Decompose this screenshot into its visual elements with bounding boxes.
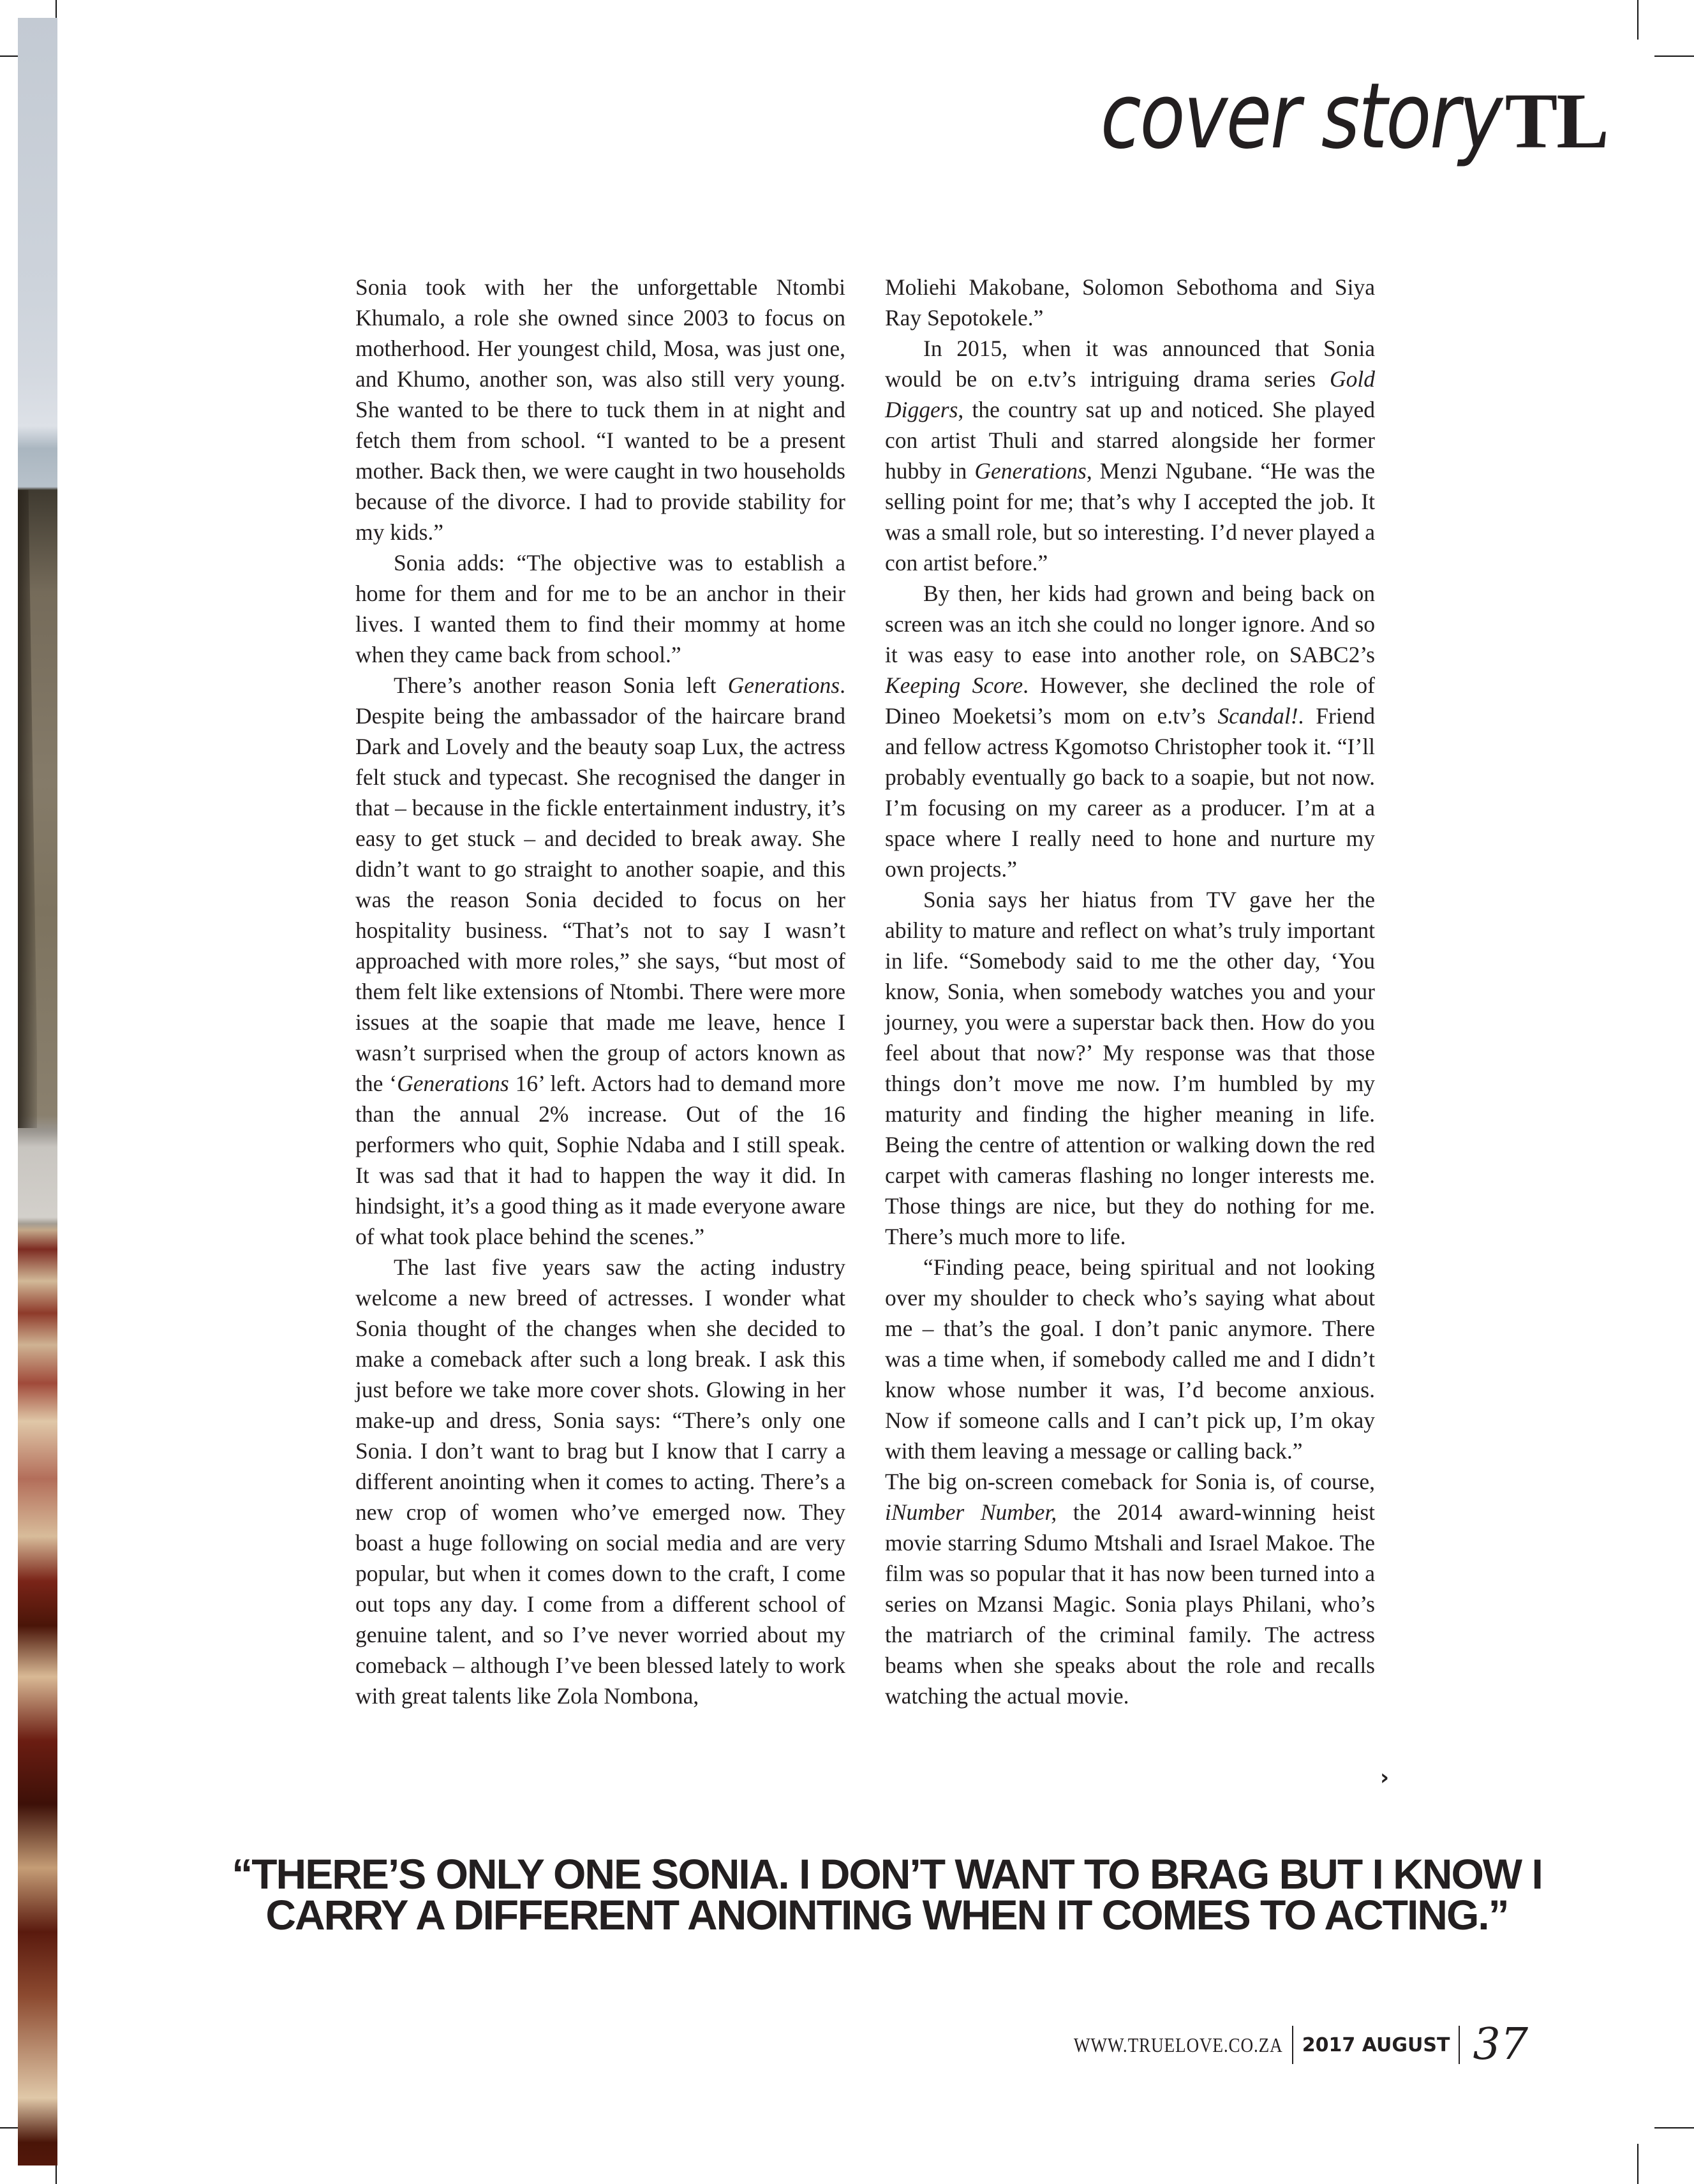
section-header bbox=[1013, 64, 1608, 169]
pull-quote-line: CARRY A DIFFERENT ANOINTING WHEN IT COMES TO ACTING.” bbox=[265, 1891, 1508, 1938]
article-paragraph: Sonia adds: “The objective was to establish a home for them and for me to be an anchor in their lives. I wanted them to find their mommy at home when they came back from school.” bbox=[355, 550, 845, 667]
footer-divider bbox=[1459, 2026, 1460, 2064]
article-paragraph: The big on-screen comeback for Sonia is, of course, iNumber Number, the 2014 award-winning heist movie starring Sdumo Mtshali and Israel Makoe. The film was so popular that it has now been turned into a series on Mzansi Magic. Sonia plays Philani, who’s the matriarch of the criminal family. The actress beams when she speaks about the role and recalls watching the actual movie. bbox=[885, 1469, 1376, 1709]
article-paragraph: Sonia says her hiatus from TV gave her the ability to mature and reflect on what’s truly important in life. “Somebody said to me the other day, ‘You know, Sonia, when somebody watches you and your journey, you were a superstar back then. How do you feel about that now?’ My response was that those things don’t move me now. I’m humbled by my maturity and finding the higher meaning in life. Being the centre of attention or walking down the red carpet with cameras flashing no longer interests me. Those things are nice, but they do nothing for me. There’s much more to life. bbox=[885, 887, 1375, 1249]
page-footer bbox=[1037, 2016, 1528, 2074]
footer-divider bbox=[1292, 2026, 1293, 2064]
italic-title: Generations bbox=[727, 672, 840, 698]
issue-year: 2017 bbox=[1302, 2033, 1356, 2056]
crop-mark-top-right-vertical bbox=[1637, 0, 1638, 40]
article-column-right bbox=[885, 272, 1375, 1711]
italic-title: Gold Diggers bbox=[885, 366, 1375, 422]
crop-mark-bottom-right-horizontal bbox=[1654, 2127, 1694, 2128]
pull-quote bbox=[160, 1850, 1614, 1938]
magazine-logo: TL bbox=[1505, 77, 1608, 165]
italic-title: Generations bbox=[397, 1071, 509, 1096]
article-paragraph: By then, her kids had grown and being back on screen was an itch she could no longer ignore. And so it was easy to ease into another role, on SABC2’s Keeping Score. However, she declined the role of Dineo Moeketsi’s mom on e.tv’s Scandal!. Friend and fellow actress Kgomotso Christopher took it. “I’ll probably eventually go back to a soapie, but not now. I’m focusing on my career as a producer. I’m at a space where I really need to hone and nurture my own projects.” bbox=[885, 581, 1375, 882]
italic-title: Keeping Score bbox=[885, 672, 1023, 698]
chevron-right-icon: › bbox=[1380, 1765, 1390, 1790]
crop-mark-top-right-horizontal bbox=[1654, 56, 1694, 57]
article-paragraph: Moliehi Makobane, Solomon Sebothoma and Siya Ray Sepotokele.” bbox=[885, 274, 1375, 331]
page-number: 37 bbox=[1473, 2019, 1528, 2070]
italic-title: iNumber Number, bbox=[885, 1499, 1057, 1525]
article-paragraph: There’s another reason Sonia left Generations. Despite being the ambassador of the haircare brand Dark and Lovely and the beauty soap Lux, the actress felt stuck and typecast. She recognised the danger in that – because in the fickle entertainment industry, it’s easy to get stuck – and decided to break away. She didn’t want to go straight to another soapie, and this was the reason Sonia decided to focus on her hospitality business. “That’s not to say I wasn’t approached with more roles,” she says, “but most of them felt like extensions of Ntombi. There were more issues at the soapie that made me leave, hence I wasn’t surprised when the group of actors known as the ‘Generations 16’ left. Actors had to demand more than the annual 2% increase. Out of the 16 performers who quit, Sophie Ndaba and I still speak. It was sad that it had to happen the way it did. In hindsight, it’s a good thing as it made everyone aware of what took place behind the scenes.” bbox=[355, 672, 845, 1249]
pull-quote-line: “THERE’S ONLY ONE SONIA. I DON’T WANT TO BRAG BUT I KNOW I bbox=[232, 1850, 1542, 1898]
article-column-left bbox=[355, 272, 845, 1711]
website-url[interactable]: WWW.TRUELOVE.CO.ZA bbox=[1074, 2033, 1283, 2056]
article-paragraph: “Finding peace, being spiritual and not looking over my shoulder to check who’s saying what about me – that’s the goal. I don’t panic anymore. There was a time when, if somebody called me and I didn’t know whose number it was, I’d become anxious. Now if someone calls and I can’t pick up, I’m okay with them leaving a message or calling back.” bbox=[885, 1254, 1375, 1464]
issue-month: AUGUST bbox=[1362, 2033, 1450, 2056]
article-paragraph: Sonia took with her the unforgettable Ntombi Khumalo, a role she owned since 2003 to focus on motherhood. Her youngest child, Mosa, was just one, and Khumo, another son, was also still very young. She wanted to be there to tuck them in at night and fetch them from school. “I wanted to be a present mother. Back then, we were caught in two households because of the divorce. I had to provide stability for my kids.” bbox=[355, 274, 845, 545]
issue-date bbox=[1302, 2034, 1450, 2056]
crop-mark-bottom-right-vertical bbox=[1637, 2144, 1638, 2184]
italic-title: Generations bbox=[974, 458, 1087, 484]
section-label: cover story bbox=[1100, 64, 1501, 169]
article-paragraph: In 2015, when it was announced that Sonia would be on e.tv’s intriguing drama series Gold Diggers, the country sat up and noticed. She played con artist Thuli and starred alongside her former hubby in Generations, Menzi Ngubane. “He was the selling point for me; that’s why I accepted the job. It was a small role, but so interesting. I’d never played a con artist before.” bbox=[885, 336, 1375, 576]
italic-title: Scandal! bbox=[1217, 703, 1298, 729]
photo-bleed-strip bbox=[18, 18, 57, 2165]
article-paragraph: The last five years saw the acting industry welcome a new breed of actresses. I wonder what Sonia thought of the changes when she decided to make a comeback after such a long break. I ask this just before we take more cover shots. Glowing in her make-up and dress, Sonia says: “There’s only one Sonia. I don’t want to brag but I know that I carry a different anointing when it comes to acting. There’s a new crop of women who’ve emerged now. They boast a huge following on social media and are very popular, but when it comes down to the craft, I come out tops any day. I come from a different school of genuine talent, and so I’ve never worried about my comeback – although I’ve been blessed lately to work with great talents like Zola Nombona, bbox=[355, 1254, 845, 1709]
